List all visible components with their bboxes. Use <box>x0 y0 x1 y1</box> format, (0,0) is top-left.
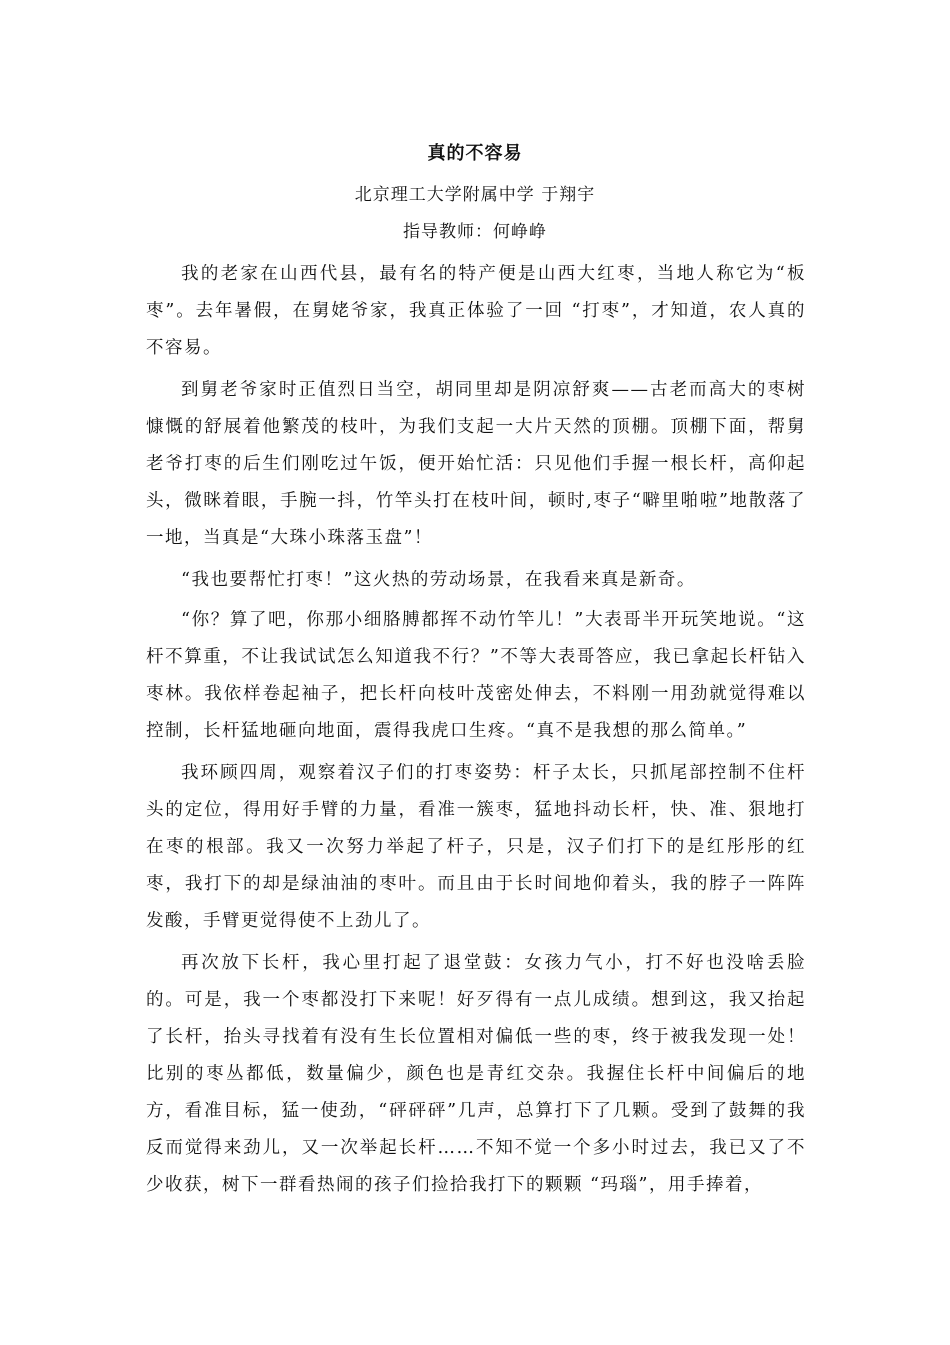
essay-title: 真的不容易 <box>427 143 523 164</box>
paragraph: 我环顾四周，观察着汉子们的打枣姿势：杆子太长，只抓尾部控制不住杆头的定位，得用好手臂的力量，看准一簇枣，猛地抖动长杆，快、准、狠地打在枣的根部。我又一次努力举起了杆子，只是，汉子们打下的是红彤彤的红枣，我打下的却是绿油油的枣叶。而且由于长时间地仰着头，我的脖子一阵阵发酸，手臂更觉得使不上劲儿了。 <box>146 763 806 931</box>
paragraph: “我也要帮忙打枣！”这火热的劳动场景，在我看来真是新奇。 <box>181 570 696 590</box>
paragraph: 到舅老爷家时正值烈日当空，胡同里却是阴凉舒爽——古老而高大的枣树慷慨的舒展着他繁茂的枝叶，为我们支起一大片天然的顶棚。顶棚下面，帮舅老爷打枣的后生们刚吃过午饭，便开始忙活：只见他们手握一根长杆，高仰起头，微眯着眼，手腕一抖，竹竿头打在枝叶间，顿时,枣子“噼里啪啦”地散落了一地，当真是“大珠小珠落玉盘”！ <box>146 380 806 548</box>
paragraph: 再次放下长杆，我心里打起了退堂鼓：女孩力气小，打不好也没啥丢脸的。可是，我一个枣都没打下来呢！好歹得有一点儿成绩。想到这，我又抬起了长杆，抬头寻找着有没有生长位置相对偏低一些的枣，终于被我发现一处！比别的枣丛都低，数量偏少，颜色也是青红交杂。我握住长杆中间偏后的地方，看准目标，猛一使劲，“砰砰砰”几声，总算打下了几颗。受到了鼓舞的我反而觉得来劲儿，又一次举起长杆……不知不觉一个多小时过去，我已又了不少收获，树下一群看热闹的孩子们捡拾我打下的颗颗 “玛瑙”，用手捧着， <box>146 953 806 1195</box>
paragraph: “你？算了吧，你那小细胳膊都挥不动竹竿儿！”大表哥半开玩笑地说。“这杆不算重，不让我试试怎么知道我不行？”不等大表哥答应，我已拿起长杆钻入枣林。我依样卷起袖子，把长杆向枝叶茂密处伸去，不料刚一用劲就觉得难以控制，长杆猛地砸向地面，震得我虎口生疼。“真不是我想的那么简单。” <box>146 610 806 741</box>
paragraph: 我的老家在山西代县，最有名的特产便是山西大红枣，当地人称它为“板枣”。去年暑假，在舅姥爷家，我真正体验了一回 “打枣”，才知道，农人真的不容易。 <box>146 264 806 358</box>
author-line: 北京理工大学附属中学 于翔宇 <box>354 185 596 205</box>
essay-body <box>146 256 806 1204</box>
advisor-line: 指导教师：何峥峥 <box>403 222 547 242</box>
